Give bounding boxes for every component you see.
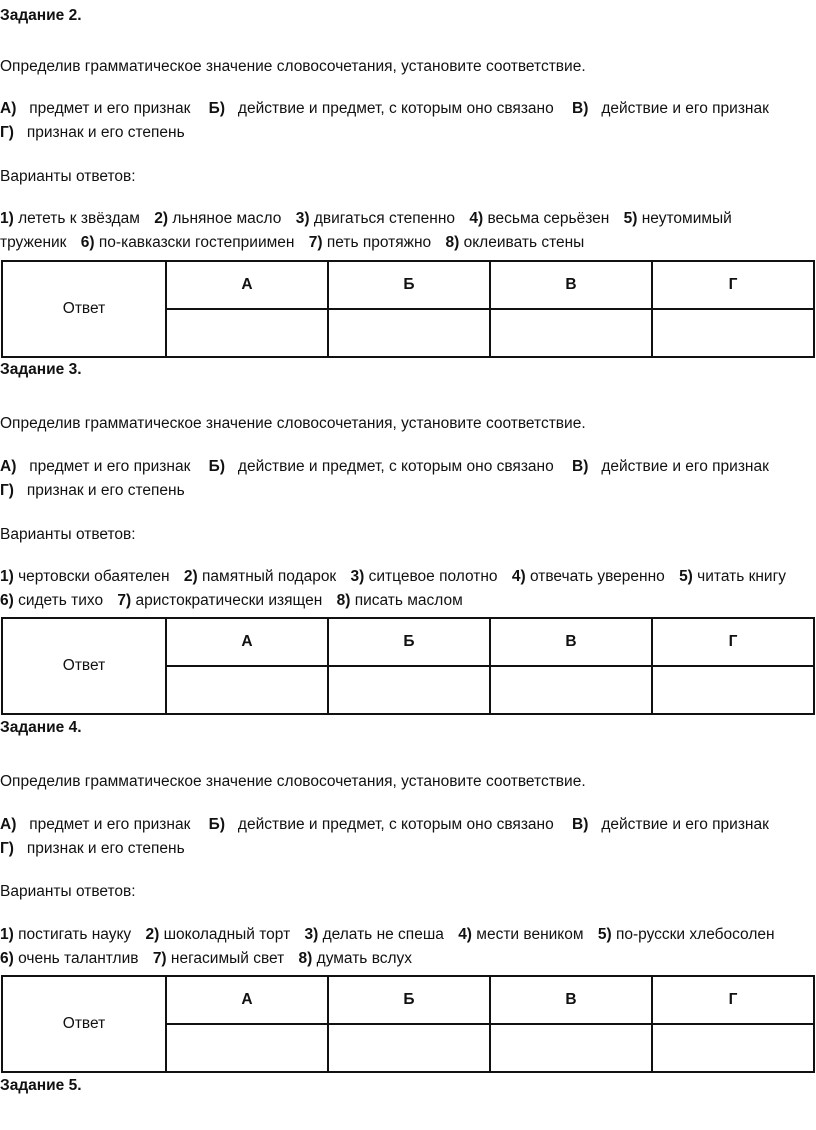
choice-3: 3) двигаться степенно <box>295 210 456 227</box>
answer-cell-b[interactable] <box>328 666 490 714</box>
choice-6: 6) очень талантлив <box>0 950 139 967</box>
task-3 <box>0 358 816 382</box>
task-4 <box>0 716 816 740</box>
task-3-choices <box>0 565 816 613</box>
choice-1: 1) лететь к звёздам <box>0 210 140 227</box>
task-5-title: Задание 5. <box>0 1077 82 1094</box>
choice-2: 2) шоколадный торт <box>145 926 291 943</box>
answer-cell-g[interactable] <box>652 309 814 357</box>
answer-cell-g[interactable] <box>652 666 814 714</box>
task-4-instruction: Определив грамматическое значение словосочетания, установите соответствие. <box>0 773 586 790</box>
choice-6: 6) сидеть тихо <box>0 592 104 609</box>
choice-7: 7) петь протяжно <box>308 234 432 251</box>
task-4-choices <box>0 923 816 971</box>
option-g: Г) признак и его степень <box>0 124 185 141</box>
task-4-answer-table <box>1 975 815 1073</box>
choice-8: 8) оклеивать стены <box>445 234 585 251</box>
variants-label: Варианты ответов: <box>0 883 136 900</box>
choice-5-continued: труженик <box>0 234 67 251</box>
answer-cell-v[interactable] <box>490 309 652 357</box>
column-header-b: Б <box>328 618 490 666</box>
column-header-v: В <box>490 618 652 666</box>
column-header-b: Б <box>328 261 490 309</box>
column-header-a: А <box>166 976 328 1024</box>
column-header-b: Б <box>328 976 490 1024</box>
choice-2: 2) памятный подарок <box>183 568 337 585</box>
column-header-g: Г <box>652 261 814 309</box>
task-title: Задание 4. <box>0 719 82 736</box>
option-a: А) предмет и его признак <box>0 816 191 833</box>
choice-5: 5) неутомимый <box>623 210 732 227</box>
choice-8: 8) писать маслом <box>336 592 463 609</box>
answer-label: Ответ <box>2 261 166 357</box>
choice-1: 1) чертовски обаятелен <box>0 568 170 585</box>
choice-2: 2) льняное масло <box>154 210 282 227</box>
option-g: Г) признак и его степень <box>0 840 185 857</box>
task-4-options <box>0 813 816 861</box>
option-v: В) действие и его признак <box>572 816 769 833</box>
answer-cell-a[interactable] <box>166 1024 328 1072</box>
option-b: Б) действие и предмет, с которым оно связано <box>208 816 554 833</box>
answer-cell-v[interactable] <box>490 666 652 714</box>
answer-label: Ответ <box>2 618 166 714</box>
choice-1: 1) постигать науку <box>0 926 132 943</box>
task-title: Задание 2. <box>0 7 82 24</box>
column-header-a: А <box>166 261 328 309</box>
option-a: А) предмет и его признак <box>0 458 191 475</box>
answer-cell-v[interactable] <box>490 1024 652 1072</box>
task-2-choices <box>0 207 816 255</box>
task-3-instruction: Определив грамматическое значение словосочетания, установите соответствие. <box>0 415 586 432</box>
choice-4: 4) весьма серьёзен <box>469 210 610 227</box>
task-2-options <box>0 97 816 145</box>
choice-7: 7) негасимый свет <box>152 950 285 967</box>
column-header-g: Г <box>652 976 814 1024</box>
choice-7: 7) аристократически изящен <box>117 592 323 609</box>
variants-label: Варианты ответов: <box>0 526 136 543</box>
answer-cell-g[interactable] <box>652 1024 814 1072</box>
answer-cell-a[interactable] <box>166 309 328 357</box>
column-header-v: В <box>490 261 652 309</box>
column-header-g: Г <box>652 618 814 666</box>
choice-6: 6) по-кавказски гостеприимен <box>80 234 295 251</box>
option-v: В) действие и его признак <box>572 100 769 117</box>
column-header-v: В <box>490 976 652 1024</box>
choice-5: 5) читать книгу <box>679 568 786 585</box>
answer-cell-b[interactable] <box>328 309 490 357</box>
option-b: Б) действие и предмет, с которым оно связано <box>208 458 554 475</box>
choice-3: 3) ситцевое полотно <box>350 568 498 585</box>
task-3-answer-table <box>1 617 815 715</box>
task-title: Задание 3. <box>0 361 82 378</box>
variants-label: Варианты ответов: <box>0 168 136 185</box>
choice-4: 4) мести веником <box>458 926 584 943</box>
task-2-instruction: Определив грамматическое значение словосочетания, установите соответствие. <box>0 58 586 75</box>
column-header-a: А <box>166 618 328 666</box>
choice-3: 3) делать не спеша <box>304 926 444 943</box>
option-g: Г) признак и его степень <box>0 482 185 499</box>
option-b: Б) действие и предмет, с которым оно связано <box>208 100 554 117</box>
option-v: В) действие и его признак <box>572 458 769 475</box>
task-2 <box>0 4 816 28</box>
option-a: А) предмет и его признак <box>0 100 191 117</box>
choice-5: 5) по-русски хлебосолен <box>597 926 775 943</box>
answer-cell-b[interactable] <box>328 1024 490 1072</box>
answer-label: Ответ <box>2 976 166 1072</box>
choice-4: 4) отвечать уверенно <box>511 568 665 585</box>
answer-cell-a[interactable] <box>166 666 328 714</box>
task-2-answer-table <box>1 260 815 358</box>
choice-8: 8) думать вслух <box>298 950 413 967</box>
task-3-options <box>0 455 816 503</box>
